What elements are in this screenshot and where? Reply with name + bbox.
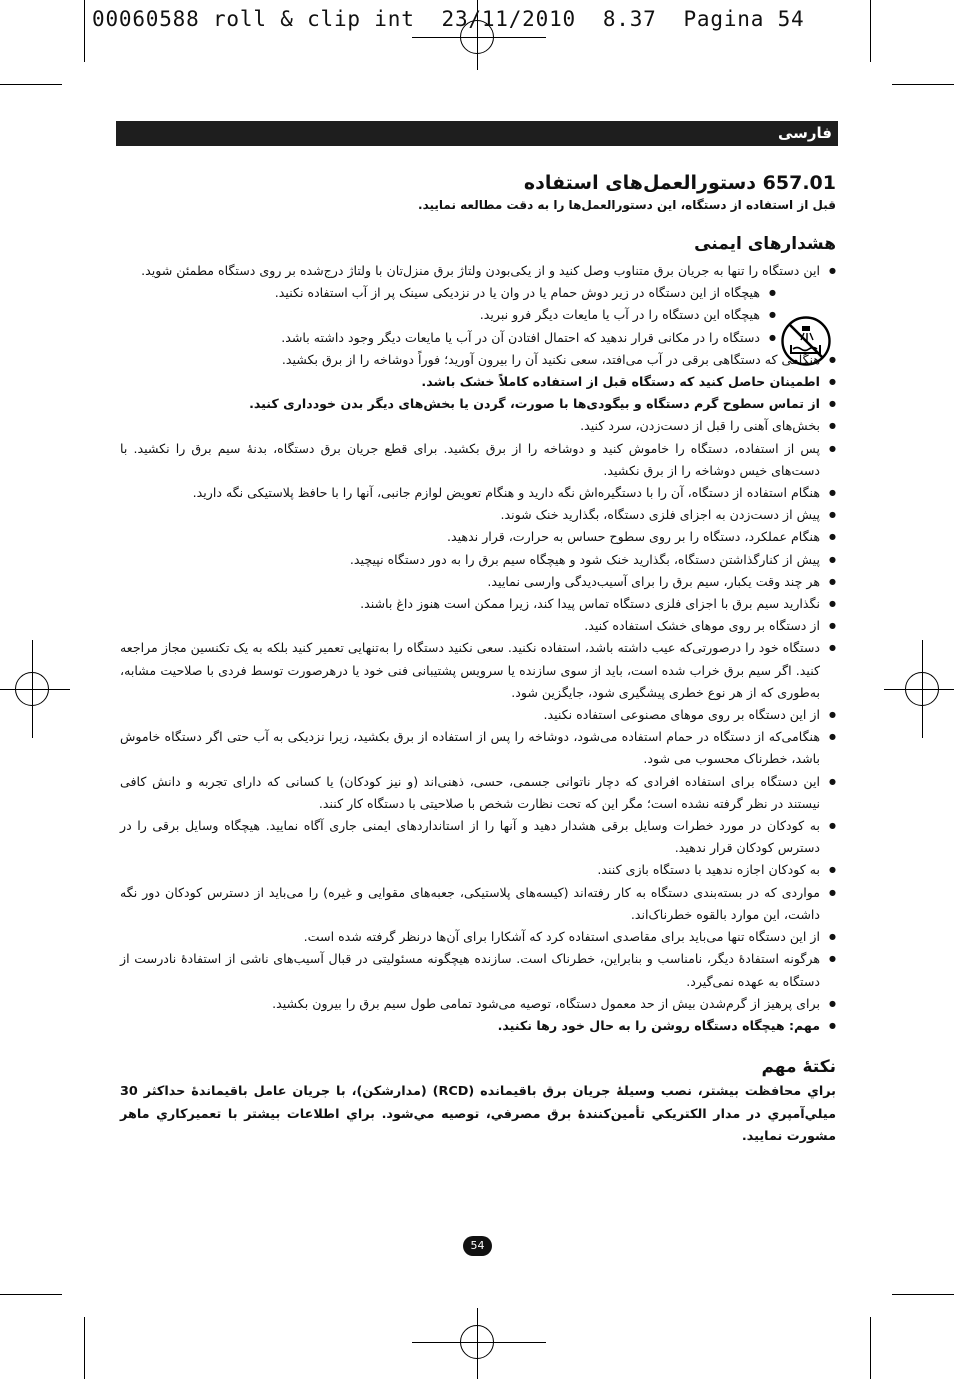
list-item: ● دستگاه خود را درصورتی‌که عیب داشته باشد، استفاده نکنید. سعی نکنید دستگاه را به‌تنهایی تعمیر کنید بلکه به یک تکنسین مجاز مراجعه کنید. اگر سیم برق خراب شده است، باید از سوی سازنده یا سرویس پشتیبانی فنی خود یا درهرصورت توسط فردی با صلاحیت مشابه، به‌طوری که از هر نوع خطری پیشگیری شود، جایگزین شود. — [120, 637, 836, 704]
registration-line — [0, 689, 70, 690]
crop-mark — [84, 1317, 85, 1379]
crop-mark — [892, 84, 954, 85]
list-item: ● پس از استفاده، دستگاه را خاموش کنید و دوشاخه را از برق بکشید. برای قطع جریان برق دستگاه، بدنهٔ سیم برق را نکشید. با دست‌های خیس دوشاخه را از برق نکشید. — [120, 438, 836, 482]
list-item: ● هنگامی‌که از دستگاه در حمام استفاده می‌شود، دوشاخه را پس از استفاده از برق بکشید، زیرا نزدیکی به آب حتی اگر دستگاه خاموش باشد، خطرناک محسوب می شود. — [120, 726, 836, 770]
registration-line — [32, 640, 33, 738]
list-item: ● به کودکان اجازه ندهید با دستگاه بازی کنند. — [120, 859, 836, 881]
list-item: ● هیچگاه از این دستگاه در زیر دوش حمام یا در وان یا در نزدیکی سینک پر از آب استفاده نکنید. — [120, 282, 776, 304]
list-item: ● از این دستگاه تنها می‌باید برای مقاصدی استفاده کرد که آشکارا برای آن‌ها درنظر گرفته شده است. — [120, 926, 836, 948]
list-item: ● هنگام عملکرد، دستگاه را بر روی سطوح حساس به حرارت، قرار ندهید. — [120, 526, 836, 548]
list-item: ● به کودکان در مورد خطرات وسایل برقی هشدار دهید و آنها را از استانداردهای ایمنی جاری آگاه نمایید. هیچگاه وسایل برقی را در دسترس کودکان قرار ندهید. — [120, 815, 836, 859]
crop-mark — [870, 1317, 871, 1379]
page-subtitle: قبل از استفاده از دستگاه، این دستورالعمل‌ها را به دقت مطالعه نمایید. — [418, 198, 836, 212]
document-body — [120, 170, 836, 1149]
crop-mark — [0, 84, 62, 85]
list-item: ● نگذارید سیم برق با اجزای فلزی دستگاه تماس پیدا کند، زیرا ممکن است هنوز داغ باشند. — [120, 593, 836, 615]
crop-mark — [84, 0, 85, 62]
list-item: ● این دستگاه را تنها به جریان برق متناوب وصل کنید و از یکی‌بودن ولتاژ برق منزل‌تان با ولتاژ درج‌شده بر روی دستگاه مطمئن شوید. — [120, 260, 836, 282]
safety-list-a — [120, 260, 836, 282]
crop-mark — [870, 0, 871, 62]
list-item: ● این دستگاه برای استفاده افرادی که دچار ناتوانی جسمی، حسی، ذهنی‌اند (و نیز کودکان) یا کسانی که دارای تجربه و دانش کافی نیستند در نظر گرفته نشده است؛ مگر این که تحت نظارت شخص با صلاحیتی با دستگاه کار کنند. — [120, 771, 836, 815]
list-item: ● دستگاه را در مکانی قرار ندهید که احتمال افتادن آن در آب یا مایعات دیگر وجود داشته باشد. — [120, 327, 776, 349]
list-item: ● هیچگاه این دستگاه را در آب یا مایعات دیگر فرو نبرید. — [120, 304, 776, 326]
list-item: ● اطمینان حاصل کنید که دستگاه قبل از استفاده کاملاً خشک باشد. — [120, 371, 836, 393]
note-text: براي محافظت بيشتر، نصب وسيلهٔ جريان برق باقيمانده (RCD) (مدارشکن)، با جريان عامل باقيماندهٔ حداکثر 30 ميلي‌آمپري در مدار الکتريکي تأمين‌کنندهٔ برق مصرفي، توصيه مي‌شود. براي اطلاعات بيشتر با تعميرکاري ماهر مشورت نماييد. — [120, 1084, 836, 1145]
safety-list-nested — [120, 282, 776, 349]
list-item: ● برای پرهیز از گرم‌شدن بیش از حد معمول دستگاه، توصیه می‌شود تمامی طول سیم برق را بیرون بکشید. — [120, 993, 836, 1015]
list-item: ● هر چند وقت یکبار، سیم برق را برای آسیب‌دیدگی وارسی نمایید. — [120, 571, 836, 593]
safety-section-title: هشدارهای ایمنی — [694, 234, 836, 254]
page-title: 657.01 دستورالعمل‌های استفاده — [523, 172, 836, 194]
page-number: 54 — [463, 1236, 492, 1256]
safety-list-b — [120, 349, 836, 1037]
list-item: ● از تماس سطوح گرم دستگاه و بیگودی‌ها با صورت، گردن یا بخش‌های دیگر بدن خودداری کنید. — [120, 393, 836, 415]
list-item: ● از این دستگاه بر روی موهای مصنوعی استفاده نکنید. — [120, 704, 836, 726]
crop-mark — [0, 1294, 62, 1295]
list-item: ● هنگام استفاده از دستگاه، آن را با دستگیره‌اش نگه دارید و هنگام تعویض لوازم جانبی، آنها را با حافظ پلاستیکی نگه دارید. — [120, 482, 836, 504]
registration-line — [477, 1308, 478, 1379]
list-item: ● از دستگاه بر روی موهای خشک استفاده کنید. — [120, 615, 836, 637]
registration-line — [412, 37, 546, 38]
registration-line — [922, 640, 923, 738]
list-item: ● مهم: هیچگاه دستگاه روشن را به حال خود رها نکنید. — [120, 1015, 836, 1037]
language-bar — [116, 121, 838, 146]
list-item: ● پیش از کنارگذاشتن دستگاه، بگذارید خنک شود و هیچگاه سیم برق را به دور دستگاه نپیچید. — [120, 549, 836, 571]
registration-line — [412, 1342, 546, 1343]
list-item: ● مواردی که در بسته‌بندی دستگاه به کار رفته‌اند (کیسه‌های پلاستیکی، جعبه‌های مقوایی و غیره) را می‌باید از دسترس کودکان دور نگه داشت، این موارد بالقوه خطرناک‌اند. — [120, 882, 836, 926]
registration-line — [884, 689, 954, 690]
list-item: ● پیش از دست‌زدن به اجزای فلزی دستگاه، بگذارید خنک شوند. — [120, 504, 836, 526]
list-item: ● بخش‌های آهنی را قبل از دست‌زدن، سرد کنید. — [120, 415, 836, 437]
list-item: ● هنگامی که دستگاهی برقی در آب می‌افتد، سعی نکنید آن را بیرون آورید؛ فوراً دوشاخه را از برق بکشید. — [120, 349, 836, 371]
crop-mark — [892, 1294, 954, 1295]
note-title: نکتهٔ مهم — [761, 1057, 836, 1078]
list-item: ● هرگونه استفادهٔ دیگر، نامناسب و بنابراین، خطرناک است. سازنده هیچگونه مسئولیتی در قبال آسیب‌های ناشی از استفادهٔ نادرست از دستگاه به عهده نمی‌گیرد. — [120, 948, 836, 992]
print-header: 00060588 roll & clip int 23/11/2010 8.37 Pagina 54 — [92, 7, 805, 31]
language-label: فارسی — [777, 124, 832, 142]
